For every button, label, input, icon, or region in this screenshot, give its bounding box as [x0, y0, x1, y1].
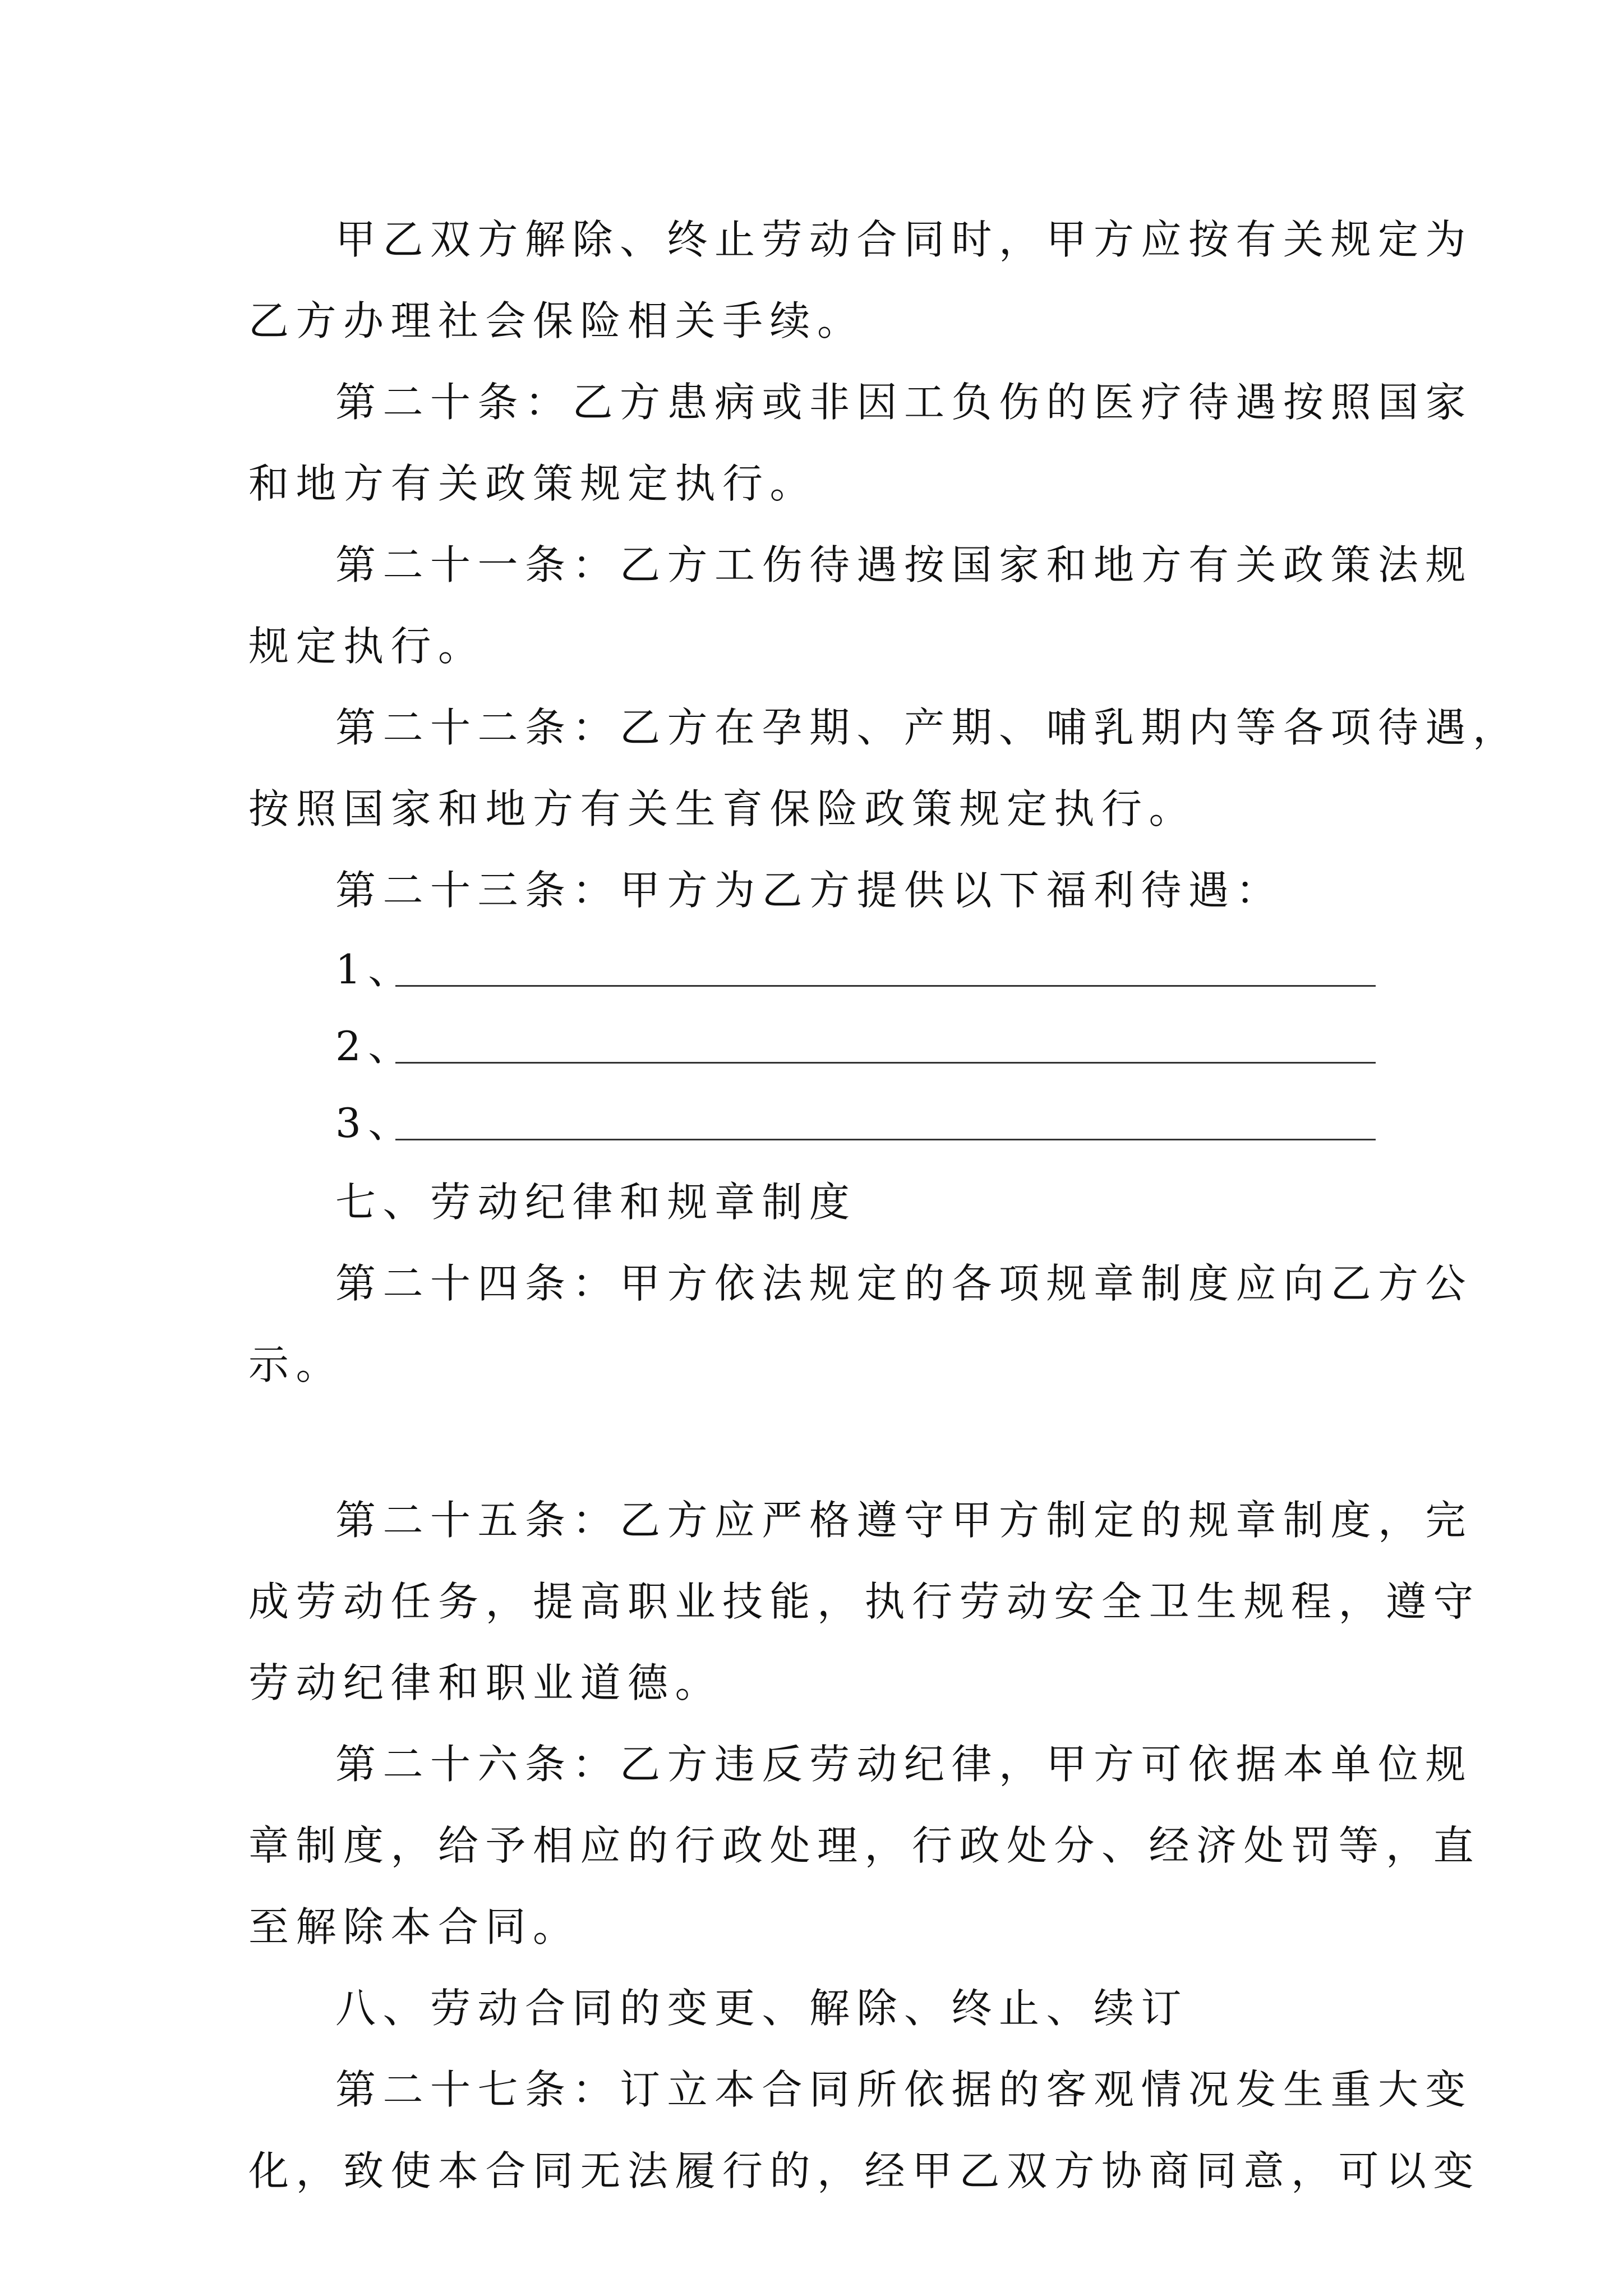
- article-20-line: 和地方有关政策规定执行。: [248, 460, 818, 507]
- fill-in-underline: [395, 1139, 1376, 1140]
- article-26-line: 第二十六条：乙方违反劳动纪律，甲方可依据本单位规: [335, 1741, 1473, 1788]
- benefit-blank-row: [248, 1085, 1376, 1162]
- benefit-blank-row: [248, 931, 1376, 1008]
- article-25-line: 劳动纪律和职业道德。: [248, 1659, 723, 1706]
- article-26-line: 章制度，给予相应的行政处理，行政处分、经济处罚等，直: [248, 1822, 1481, 1869]
- article-21-line: 第二十一条：乙方工伤待遇按国家和地方有关政策法规: [335, 541, 1473, 588]
- blank-number: 3、: [335, 1099, 416, 1147]
- fill-in-underline: [395, 1062, 1376, 1064]
- section-heading: 七、劳动纪律和规章制度: [335, 1179, 857, 1226]
- fill-in-underline: [395, 985, 1376, 987]
- article-24-line: 第二十四条：甲方依法规定的各项规章制度应向乙方公: [335, 1260, 1473, 1307]
- article-22-line: 第二十二条：乙方在孕期、产期、哺乳期内等各项待遇，: [335, 704, 1520, 751]
- article-25-line: 第二十五条：乙方应严格遵守甲方制定的规章制度，完: [335, 1497, 1473, 1544]
- article-26-line: 至解除本合同。: [248, 1903, 580, 1950]
- benefit-blank-row: [248, 1008, 1376, 1085]
- document-body: [248, 199, 1520, 2212]
- article-22-line: 按照国家和地方有关生育保险政策规定执行。: [248, 785, 1197, 832]
- blank-number: 2、: [335, 1023, 416, 1070]
- article-20-line: 第二十条：乙方患病或非因工负伤的医疗待遇按照国家: [335, 379, 1473, 426]
- blank-number: 1、: [335, 946, 416, 993]
- article-24-line: 示。: [248, 1341, 344, 1388]
- article-27-line: 化，致使本合同无法履行的，经甲乙双方协商同意，可以变: [248, 2147, 1481, 2194]
- section-heading: 八、劳动合同的变更、解除、终止、续订: [335, 1985, 1189, 2032]
- paragraph-line: 乙方办理社会保险相关手续。: [248, 297, 865, 344]
- paragraph-line: 甲乙双方解除、终止劳动合同时，甲方应按有关规定为: [335, 216, 1473, 263]
- article-25-line: 成劳动任务，提高职业技能，执行劳动安全卫生规程，遵守: [248, 1578, 1481, 1625]
- article-27-line: 第二十七条：订立本合同所依据的客观情况发生重大变: [335, 2066, 1473, 2113]
- paragraph-gap: [248, 1406, 1376, 1480]
- article-23-line: 第二十三条：甲方为乙方提供以下福利待遇：: [335, 867, 1284, 914]
- article-21-line: 规定执行。: [248, 623, 486, 670]
